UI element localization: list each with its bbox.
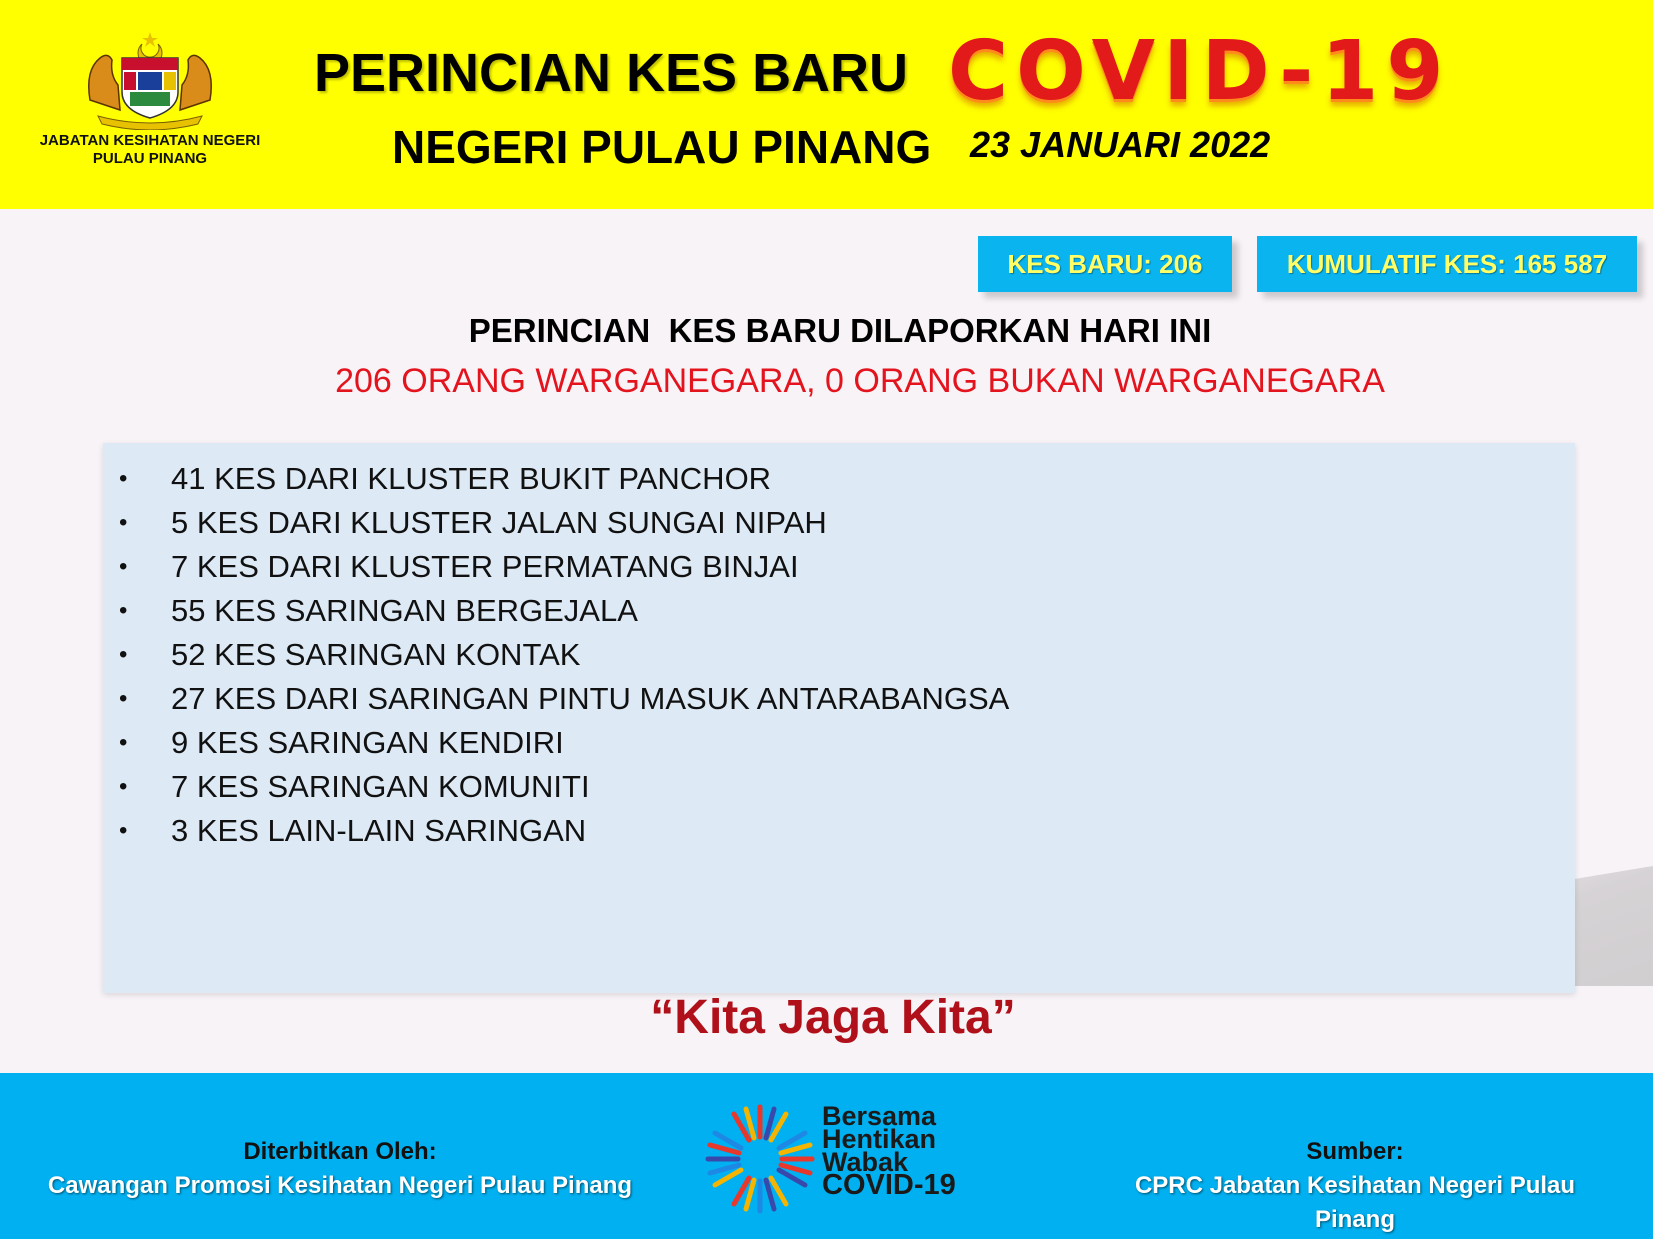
list-item	[103, 809, 1575, 853]
source-label: Sumber:	[1306, 1138, 1404, 1165]
list-item-text: 7 KES DARI KLUSTER PERMATANG BINJAI	[171, 549, 799, 584]
list-item	[103, 501, 1575, 545]
list-item	[103, 589, 1575, 633]
header-banner	[0, 0, 1653, 209]
list-item	[103, 677, 1575, 721]
publisher-name: Cawangan Promosi Kesihatan Negeri Pulau Pinang	[47, 1172, 633, 1199]
campaign-text	[822, 1101, 956, 1201]
report-date: 23 JANUARI 2022	[970, 124, 1271, 165]
bullet: •	[119, 509, 128, 536]
coat-of-arms-icon	[80, 30, 220, 130]
department-name: JABATAN KESIHATAN NEGERI PULAU PINANG	[39, 132, 261, 167]
list-item-text: 55 KES SARINGAN BERGEJALA	[171, 593, 638, 628]
cumulative-cases-badge: KUMULATIF KES: 165 587	[1257, 236, 1637, 292]
breakdown-heading: PERINCIAN KES BARU DILAPORKAN HARI INI	[468, 312, 1212, 349]
source-block	[1095, 1135, 1615, 1237]
list-item-text: 41 KES DARI KLUSTER BUKIT PANCHOR	[171, 461, 772, 496]
footer-banner	[0, 1073, 1653, 1239]
list-item	[103, 765, 1575, 809]
list-item-text: 27 KES DARI SARINGAN PINTU MASUK ANTARABANGSA	[171, 681, 1010, 716]
list-item	[103, 545, 1575, 589]
page-subtitle: NEGERI PULAU PINANG	[392, 121, 932, 173]
bullet: •	[119, 465, 128, 492]
list-item-text: 52 KES SARINGAN KONTAK	[171, 637, 581, 672]
list-item-text: 5 KES DARI KLUSTER JALAN SUNGAI NIPAH	[171, 505, 827, 540]
new-cases-badge: KES BARU: 206	[978, 236, 1232, 292]
citizenship-summary: 206 ORANG WARGANEGARA, 0 ORANG BUKAN WARGANEGARA	[335, 362, 1385, 400]
campaign-line: Hentikan	[822, 1124, 937, 1154]
campaign-line: COVID-19	[822, 1169, 956, 1201]
source-name: CPRC Jabatan Kesihatan Negeri Pulau Pinang	[1134, 1172, 1576, 1233]
covid-title: COVID-19	[948, 24, 1452, 119]
list-item	[103, 457, 1575, 501]
list-item	[103, 633, 1575, 677]
bullet: •	[119, 773, 128, 800]
list-item	[103, 721, 1575, 765]
sunburst-logo-icon	[700, 1099, 820, 1219]
bullet: •	[119, 685, 128, 712]
bullet: •	[119, 597, 128, 624]
list-item-text: 3 KES LAIN-LAIN SARINGAN	[171, 813, 587, 848]
page-title: PERINCIAN KES BARU	[314, 43, 909, 103]
bullet: •	[119, 729, 128, 756]
publisher-block	[40, 1135, 640, 1203]
campaign-line: Bersama	[822, 1101, 937, 1131]
bullet: •	[119, 641, 128, 668]
bullet: •	[119, 817, 128, 844]
breakdown-panel	[103, 443, 1575, 993]
slogan: “Kita Jaga Kita”	[650, 991, 1016, 1044]
list-item-text: 7 KES SARINGAN KOMUNITI	[171, 769, 590, 804]
breakdown-list	[103, 443, 1575, 853]
campaign-line: Wabak	[822, 1147, 909, 1177]
list-item-text: 9 KES SARINGAN KENDIRI	[171, 725, 564, 760]
publisher-label: Diterbitkan Oleh:	[243, 1138, 437, 1165]
bullet: •	[119, 553, 128, 580]
